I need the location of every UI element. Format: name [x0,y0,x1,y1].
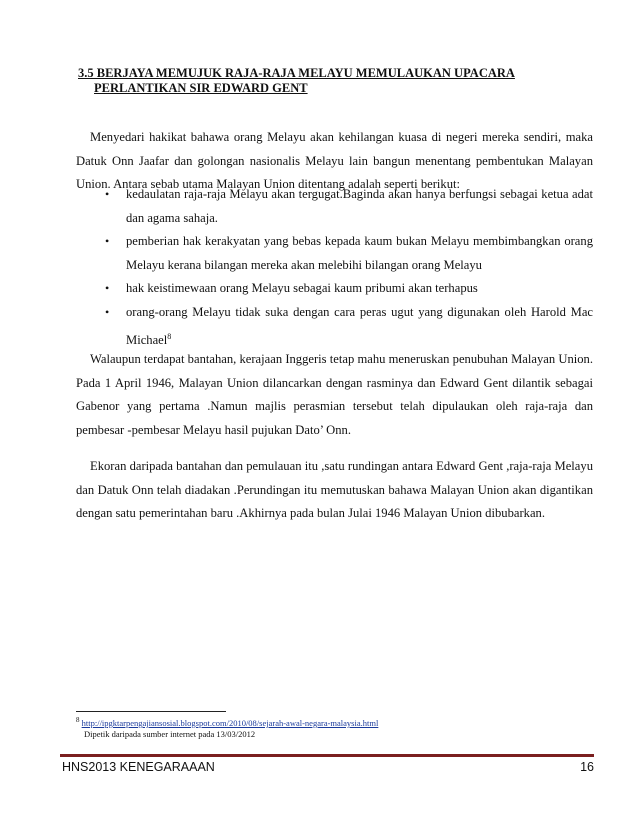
footer-divider [60,754,594,757]
paragraph-dissolution: Ekoran daripada bantahan dan pemulauan itu ,satu rundingan antara Edward Gent ,raja-raja Melayu dan Datuk Onn telah diadakan .Perundingan itu memutuskan bahawa Malayan Union akan digantikan dengan satu pemerintahan baru .Akhirnya pada bulan Julai 1946 Malayan Union dibubarkan. [76,459,593,521]
bullet-icon: • [105,187,110,201]
list-item [76,183,593,230]
footnote [76,714,378,729]
list-item [76,301,593,352]
list-item-text: hak keistimewaan orang Melayu sebagai kaum pribumi akan terhapus [126,281,478,296]
section-heading-line-1: 3.5 BERJAYA MEMUJUK RAJA-RAJA MELAYU MEMULAUKAN UPACARA [78,66,515,80]
footer-course-title: HNS2013 KENEGARAAAN [62,760,215,774]
page-number: 16 [580,760,594,774]
bullet-icon: • [105,234,110,249]
list-item-text: orang-orang Melayu tidak suka dengan cara peras ugut yang digunakan oleh Harold Mac Michael [126,304,593,347]
section-heading [78,66,558,96]
footnote-note: Dipetik daripada sumber internet pada 13/03/2012 [84,729,256,739]
footnote-reference[interactable]: 8 [167,331,172,341]
list-item [76,230,593,277]
footnote-divider [76,711,226,712]
list-item [76,277,593,301]
paragraph-launch: Walaupun terdapat bantahan, kerajaan Inggeris tetap mahu meneruskan penubuhan Malayan Union. Pada 1 April 1946, Malayan Union dilancarkan dengan rasminya dan Edward Gent dilantik sebagai Gabenor yang pertama .Namun majlis perasmian tersebut telah dipulaukan oleh raja-raja dan pembesar -pembesar Melayu hasil pujukan Dato’ Onn. [76,352,593,437]
footnote-number: 8 [76,716,80,724]
reasons-list [76,183,593,352]
paragraph-intro: Menyedari hakikat bahawa orang Melayu akan kehilangan kuasa di negeri mereka sendiri, maka Datuk Onn Jaafar dan golongan nasionalis Melayu lain bangun menentang pembentukan Malayan Union. Antara sebab utama Malayan Union ditentang adalah seperti berikut: [76,130,593,192]
list-item-text: kedaulatan raja-raja Melayu akan tergugat.Baginda akan hanya berfungsi sebagai ketua adat dan agama sahaja. [126,187,593,225]
bullet-icon: • [105,304,110,319]
bullet-icon: • [105,281,110,296]
list-item-text: pemberian hak kerakyatan yang bebas kepada kaum bukan Melayu membimbangkan orang Melayu kerana bilangan mereka akan melebihi bilangan orang Melayu [126,234,593,272]
footnote-link[interactable]: http://ipgktarpengajiansosial.blogspot.com/2010/08/sejarah-awal-negara-malaysia.html [81,717,379,728]
section-heading-line-2: PERLANTIKAN SIR EDWARD GENT [94,81,308,95]
